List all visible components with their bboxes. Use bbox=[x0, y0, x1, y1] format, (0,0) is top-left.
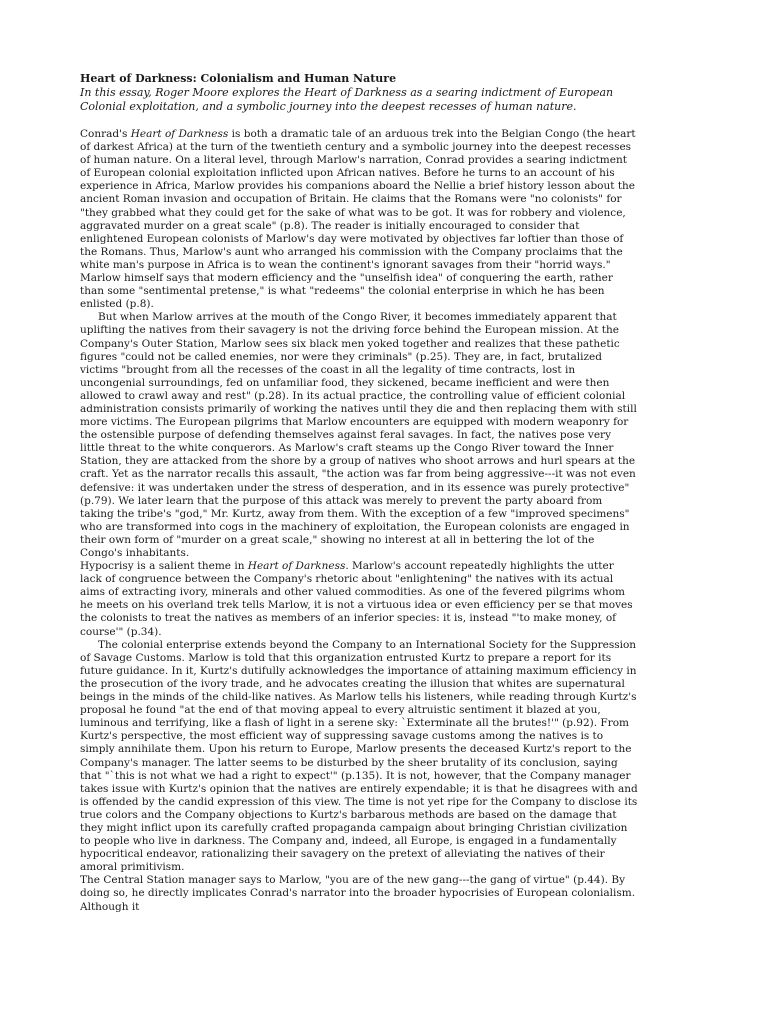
work-title: Heart of Darkness bbox=[130, 128, 229, 140]
paragraph bbox=[80, 560, 638, 639]
intro-text-start: In this essay, Roger Moore explores the bbox=[80, 86, 305, 99]
document-title: Heart of Darkness: Colonialism and Human Nature bbox=[80, 72, 397, 85]
intro-text-end: as a searing indictment of European Colonial exploitation, and a symbolic journey into the deepest recesses of human nature. bbox=[80, 86, 614, 113]
intro-work-title: Heart of Darkness bbox=[304, 86, 407, 99]
paragraph bbox=[80, 639, 638, 875]
essay-body bbox=[80, 128, 638, 914]
paragraph-text: . Marlow's account repeatedly highlights the utter lack of congruence between the Company's rhetoric about "enlightening" the natives with its actual aims of extracting ivory, minerals and other valued commodities. As one of the fevered pilgrims whom he meets on his overland trek tells Marlow, it is not a virtuous idea or even efficiency per se that moves the colonists to treat the natives as members of an inferior species: it is, instead "'to make money, of course'" (p.34). bbox=[80, 560, 633, 638]
paragraph-text: Hypocrisy is a salient theme in bbox=[80, 560, 248, 573]
paragraph-text: is both a dramatic tale of an arduous trek into the Belgian Congo (the heart of darkest Africa) at the turn of the twentieth century and a symbolic journey into the deepest recesses of human nature. On a literal level, through Marlow's narration, Conrad provides a searing indictment of European colonial exploitation inflicted upon African natives. Before he turns to an account of his experience in Africa, Marlow provides his companions aboard the Nellie a brief history lesson about the ancient Roman invasion and occupation of Britain. He claims that the Romans were "no colonists" for "they grabbed what they could get for the sake of what was to be got. It was for robbery and violence, aggravated murder on a great scale" (p.8). The reader is initially encouraged to consider that enlightened European colonists of Marlow's day were motivated by objectives far loftier than those of the Romans. Thus, Marlow's aunt who arranged his commission with the Company proclaims that the white man's purpose in Africa is to wean the continent's ignorant savages from their "horrid ways." Marlow himself says that modern efficiency and the "unselfish idea" of conquering the earth, rather than some "sentimental pretense," is what "redeems" the colonial enterprise in which he has been enlisted (p.8). bbox=[80, 128, 636, 311]
paragraph-text: The Central Station manager says to Marlow, "you are of the new gang---the gang of virtue" (p.44). By doing so, he directly implicates Conrad's narrator into the broader hypocrisies of European colonialism. Although it bbox=[80, 874, 636, 913]
paragraph bbox=[80, 874, 638, 913]
document-intro bbox=[80, 86, 638, 114]
paragraph-text: The colonial enterprise extends beyond the Company to an International Society for the Suppression of Savage Customs. Marlow is told that this organization entrusted Kurtz to prepare a report for its future guidance. In it, Kurtz's dutifully acknowledges the importance of attaining maximum efficiency in the prosecution of the ivory trade, and he advocates creating the illusion that whites are supernatural beings in the minds of the child-like natives. As Marlow tells his listeners, while reading through Kurtz's proposal he found "at the end of that moving appeal to every altruistic sentiment it blazed at you, luminous and terrifying, like a flash of light in a serene sky: `Exterminate all the brutes!'" (p.92). From Kurtz's perspective, the most efficient way of suppressing savage customs among the natives is to simply annihilate them. Upon his return to Europe, Marlow presents the deceased Kurtz's report to the Company's manager. The latter seems to be disturbed by the sheer brutality of its conclusion, saying that "`this is not what we had a right to expect'" (p.135). It is not, however, that the Company manager takes issue with Kurtz's opinion that the natives are entirely expendable; it is that he disagrees with and is offended by the candid expression of this view. The time is not yet ripe for the Company to disclose its true colors and the Company objections to Kurtz's barbarous methods are based on the damage that they might inflict upon its carefully crafted propaganda campaign about bringing Christian civilization to people who live in darkness. The Company and, indeed, all Europe, is engaged in a fundamentally hypocritical endeavor, rationalizing their savagery on the pretext of alleviating the natives of their amoral primitivism. bbox=[80, 638, 638, 874]
work-title: Heart of Darkness bbox=[247, 560, 346, 573]
paragraph bbox=[80, 128, 638, 311]
paragraph bbox=[80, 311, 638, 560]
paragraph-text: But when Marlow arrives at the mouth of the Congo River, it becomes immediately apparent that uplifting the natives from their savagery is not the driving force behind the European mission. At the Company's Outer Station, Marlow sees six black men yoked together and realizes that these pathetic figures "could not be called enemies, nor were they criminals" (p.25). They are, in fact, brutalized victims "brought from all the recesses of the coast in all the legality of time contracts, lost in uncongenial surroundings, fed on unfamiliar food, they sickened, became inefficient and were then allowed to crawl away and rest" (p.28). In its actual practice, the controlling value of efficient colonial administration consists primarily of working the natives until they die and then replacing them with still more victims. The European pilgrims that Marlow encounters are equipped with modern weaponry for the ostensible purpose of defending themselves against feral savages. In fact, the natives pose very little threat to the white conquerors. As Marlow's craft steams up the Congo River toward the Inner Station, they are attacked from the shore by a group of natives who shoot arrows and hurl spears at the craft. Yet as the narrator recalls this assault, "the action was far from being aggressive---it was not even defensive: it was undertaken under the stress of desperation, and in its essence was purely protective" (p.79). We later learn that the purpose of this attack was merely to prevent the party aboard from taking the tribe's "god," Mr. Kurtz, away from them. With the exception of a few "improved specimens" who are transformed into cogs in the machinery of exploitation, the European colonists are engaged in their own form of "murder on a great scale," showing no interest at all in bettering the lot of the Congo's inhabitants. bbox=[80, 311, 637, 559]
paragraph-text: Conrad's bbox=[80, 128, 131, 140]
